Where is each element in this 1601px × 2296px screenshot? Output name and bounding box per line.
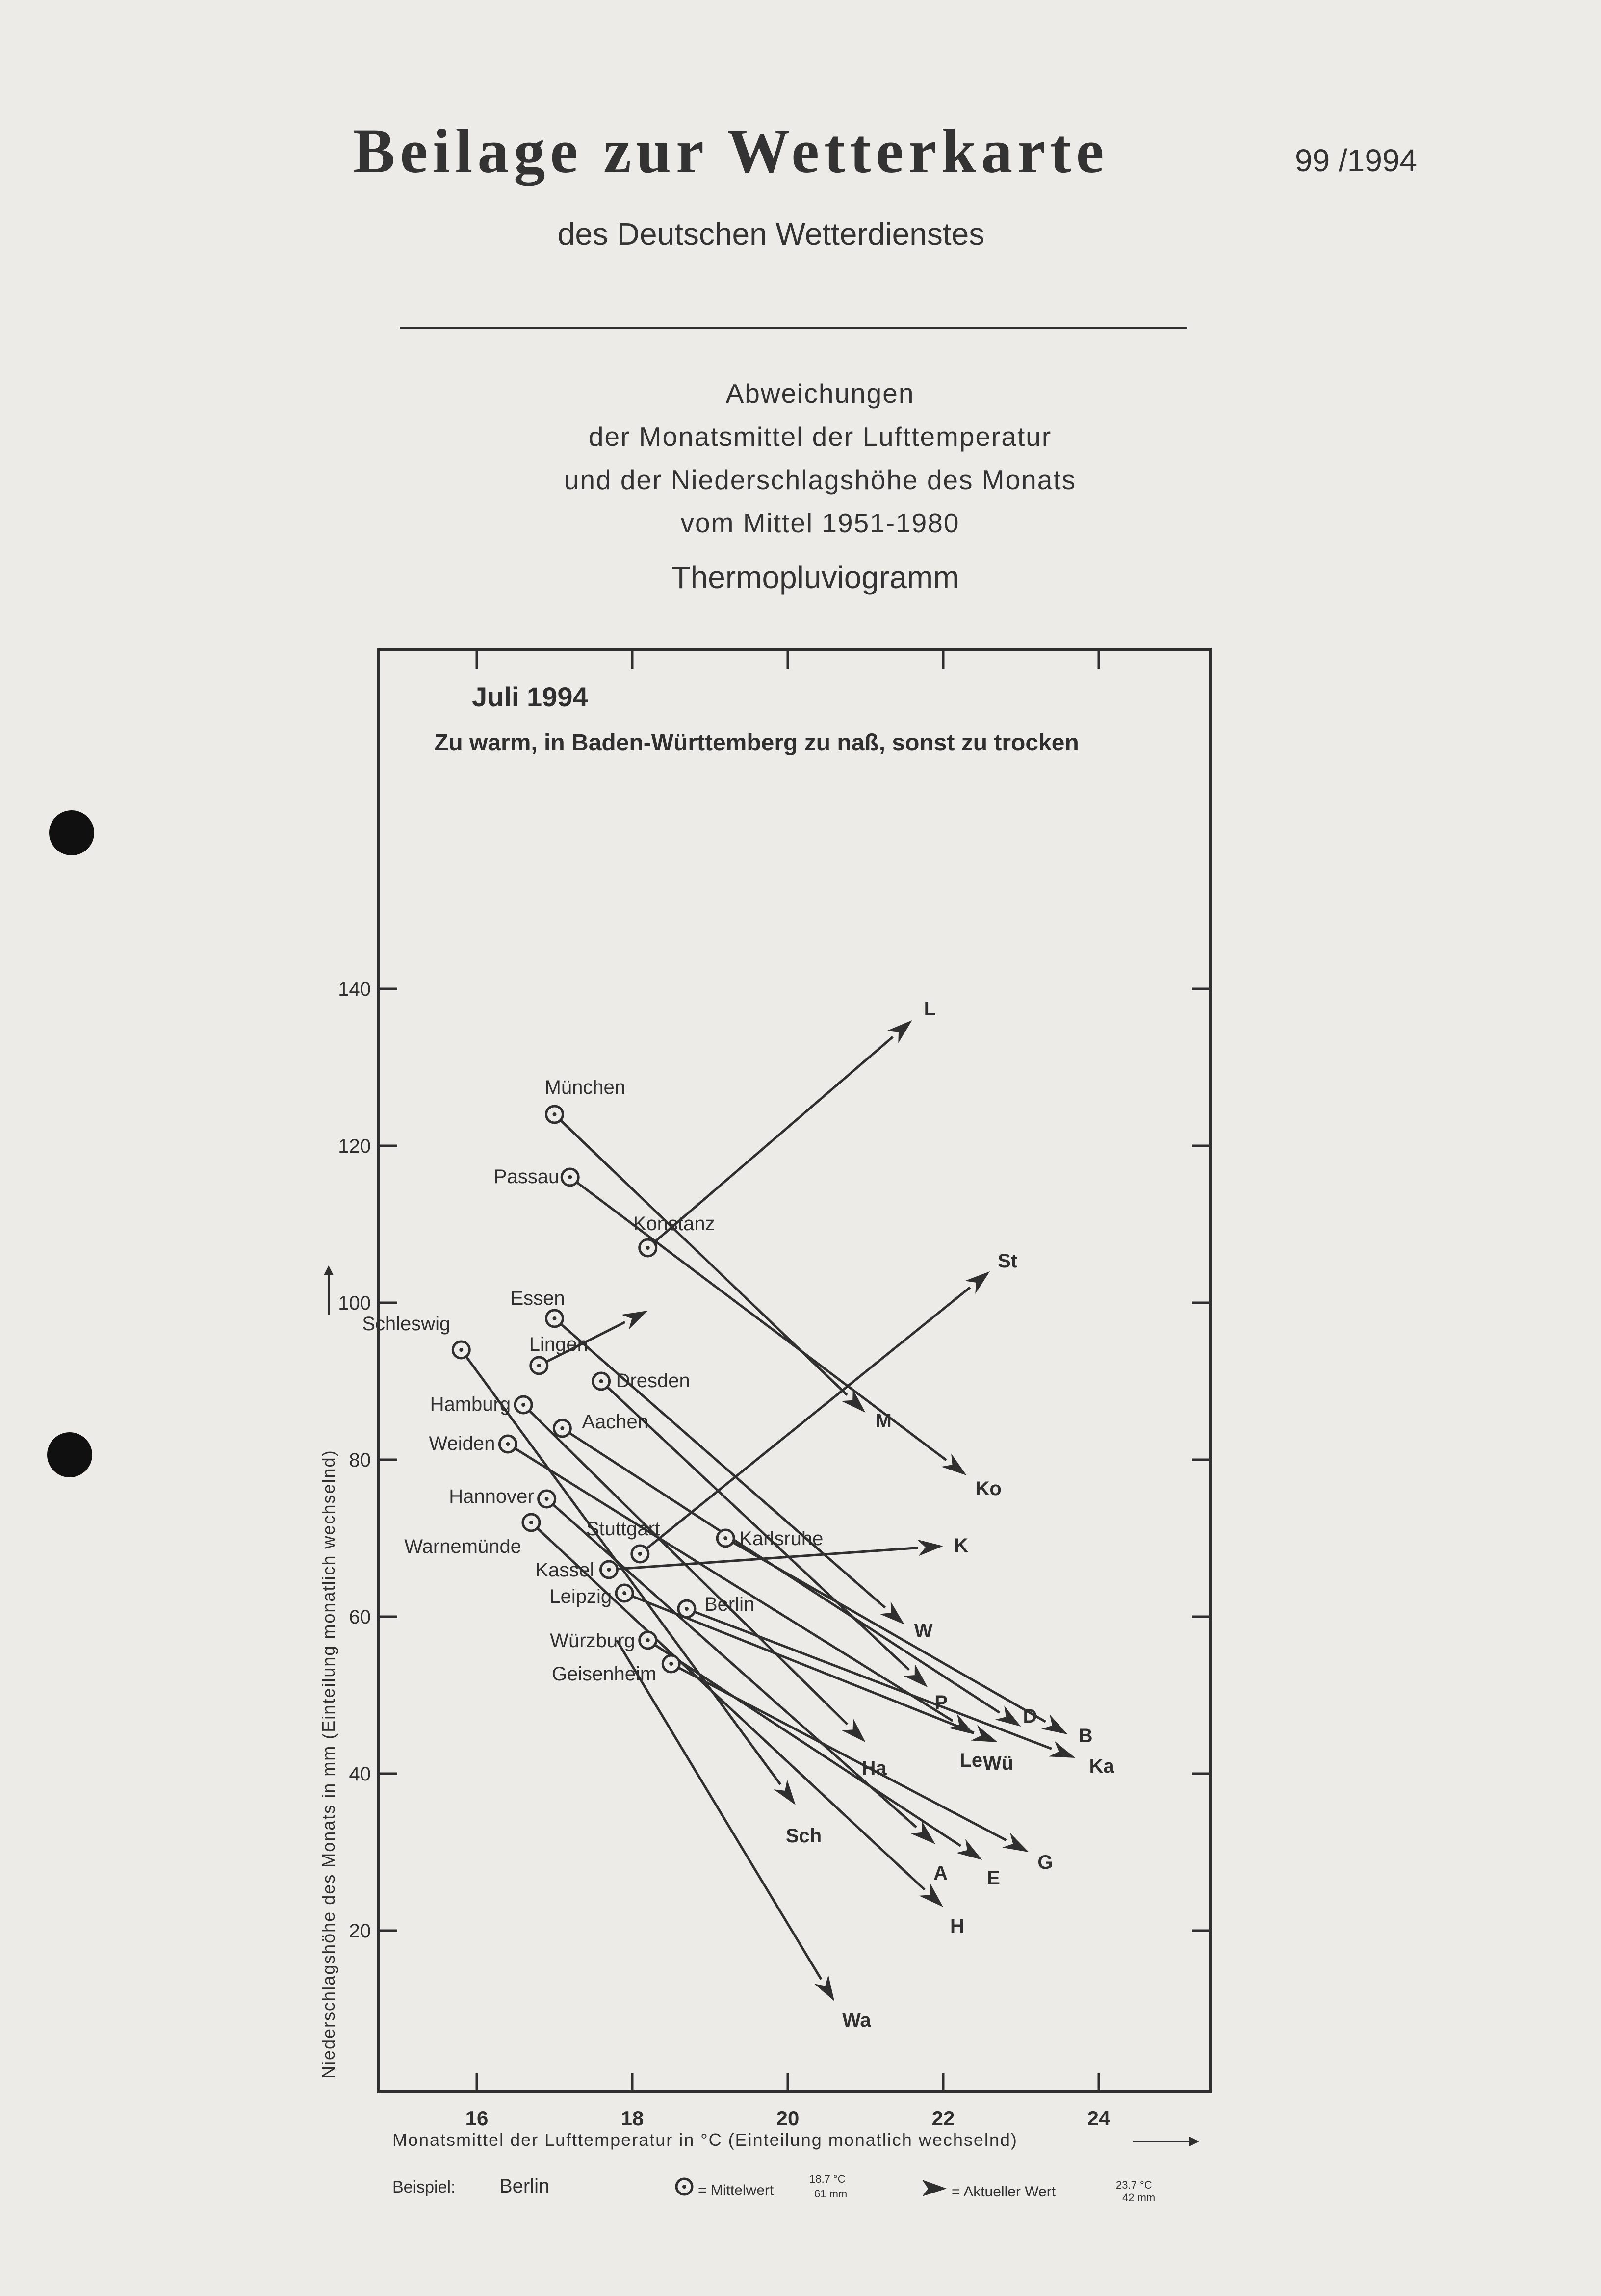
- mean-marker-dot-Weiden: [506, 1442, 510, 1446]
- station-label-Weiden: Weiden: [429, 1433, 495, 1454]
- actual-label-M: M: [875, 1410, 892, 1432]
- mean-marker-dot-Lingen: [537, 1364, 541, 1367]
- station-label-Schleswig: Schleswig: [362, 1313, 451, 1335]
- x-tick-label-24: 24: [1087, 2107, 1110, 2130]
- mean-marker-dot-München: [553, 1112, 557, 1116]
- station-label-Hamburg: Hamburg: [430, 1393, 511, 1415]
- mean-marker-dot-Karlsruhe: [723, 1536, 727, 1540]
- station-label-Aachen: Aachen: [582, 1411, 649, 1433]
- arrow-head-Ko: [941, 1453, 967, 1475]
- actual-label-A: A: [933, 1862, 948, 1884]
- arrow-head-Wa: [814, 1975, 834, 2001]
- actual-label-E: E: [987, 1867, 1000, 1889]
- mean-marker-dot-Warnemünde: [529, 1521, 533, 1524]
- legend-mean-symbol-dot: [682, 2185, 686, 2189]
- mean-marker-dot-Aachen: [560, 1426, 564, 1430]
- arrow-line-Ka: [695, 1612, 1052, 1749]
- station-label-Essen: Essen: [510, 1288, 565, 1309]
- station-label-München: München: [544, 1077, 626, 1098]
- chart-type-name: Thermopluviogramm: [671, 560, 959, 595]
- station-label-Passau: Passau: [493, 1166, 560, 1187]
- station-label-Dresden: Dresden: [616, 1370, 690, 1392]
- y-tick-label-120: 120: [338, 1135, 371, 1157]
- mean-marker-dot-Geisenheim: [669, 1662, 673, 1666]
- y-tick-label-40: 40: [349, 1763, 371, 1785]
- actual-label-K: K: [954, 1535, 968, 1556]
- mean-marker-dot-Stuttgart: [638, 1552, 642, 1556]
- issue-number: 99 /1994: [1295, 143, 1418, 178]
- y-tick-label-60: 60: [349, 1606, 371, 1628]
- actual-label-D: D: [1023, 1705, 1037, 1727]
- arrow-head-K: [917, 1540, 943, 1556]
- station-label-Lingen: Lingen: [529, 1334, 588, 1355]
- station-label-Leipzig: Leipzig: [549, 1586, 612, 1607]
- station-label-Konstanz: Konstanz: [633, 1213, 715, 1235]
- mean-marker-dot-Dresden: [599, 1379, 603, 1383]
- arrow-line-L: [654, 1037, 893, 1242]
- arrow-head-G: [1002, 1833, 1029, 1852]
- legend-actual-label: = Aktueller Wert: [952, 2184, 1056, 2200]
- page-subtitle: des Deutschen Wetterdienstes: [557, 216, 985, 252]
- actual-label-Wü: Wü: [982, 1753, 1014, 1774]
- desc-line-2: der Monatsmittel der Lufttemperatur: [588, 421, 1052, 452]
- actual-label-P: P: [934, 1692, 948, 1713]
- chart-subtitle: Zu warm, in Baden-Württemberg zu naß, sonst zu trocken: [434, 730, 1079, 756]
- arrow-head-Sch: [774, 1780, 796, 1805]
- x-tick-label-18: 18: [620, 2107, 644, 2130]
- actual-label-W: W: [914, 1620, 933, 1642]
- station-label-Hannover: Hannover: [449, 1486, 534, 1507]
- mean-marker-dot-Hannover: [545, 1497, 549, 1501]
- legend-example-label: Beispiel:: [392, 2178, 456, 2196]
- x-tick-label-20: 20: [776, 2107, 800, 2130]
- actual-label-H: H: [950, 1915, 964, 1937]
- y-tick-label-100: 100: [338, 1292, 371, 1314]
- station-label-Geisenheim: Geisenheim: [551, 1663, 657, 1685]
- arrow-head-B: [1041, 1714, 1068, 1734]
- mean-marker-dot-Passau: [568, 1175, 572, 1179]
- actual-label-Wa: Wa: [842, 2010, 871, 2031]
- legend-actual-symbol: [922, 2180, 947, 2196]
- legend-mean-label: = Mittelwert: [698, 2182, 774, 2198]
- arrow-head-E: [956, 1839, 982, 1860]
- actual-label-St: St: [998, 1250, 1018, 1272]
- arrow-head-D: [995, 1705, 1021, 1727]
- legend-actual-precip: 42 mm: [1122, 2192, 1156, 2204]
- desc-line-3: und der Niederschlagshöhe des Monats: [564, 464, 1077, 495]
- legend-mean-precip: 61 mm: [814, 2188, 848, 2200]
- mean-marker-dot-Hamburg: [521, 1403, 525, 1407]
- x-tick-label-22: 22: [931, 2107, 955, 2130]
- station-label-Kassel: Kassel: [535, 1559, 594, 1581]
- station-label-Stuttgart: Stuttgart: [586, 1518, 661, 1540]
- actual-label-Ha: Ha: [861, 1757, 887, 1779]
- station-label-Berlin: Berlin: [704, 1594, 755, 1615]
- legend-actual-temp: 23.7 °C: [1116, 2179, 1152, 2191]
- mean-marker-dot-Konstanz: [646, 1246, 650, 1250]
- actual-label-Ka: Ka: [1089, 1755, 1114, 1777]
- y-tick-label-20: 20: [349, 1920, 371, 1942]
- mean-marker-dot-Leipzig: [622, 1591, 626, 1595]
- actual-label-Sch: Sch: [785, 1825, 822, 1847]
- x-axis-label: Monatsmittel der Lufttemperatur in °C (Einteilung monatlich wechselnd): [392, 2130, 1018, 2150]
- actual-label-B: B: [1078, 1725, 1093, 1747]
- y-tick-label-80: 80: [349, 1449, 371, 1471]
- mean-marker-dot-Berlin: [685, 1607, 689, 1611]
- actual-label-Le: Le: [959, 1750, 983, 1771]
- desc-line-4: vom Mittel 1951-1980: [680, 508, 960, 538]
- legend-example-station: Berlin: [499, 2175, 550, 2197]
- actual-label-G: G: [1037, 1852, 1053, 1873]
- arrow-head-Lingen: [621, 1311, 648, 1330]
- station-label-Warnemünde: Warnemünde: [404, 1536, 521, 1557]
- station-label-Würzburg: Würzburg: [550, 1630, 635, 1651]
- chart-title: Juli 1994: [472, 681, 588, 712]
- arrow-head-Ka: [1049, 1741, 1076, 1758]
- x-tick-label-16: 16: [465, 2107, 489, 2130]
- actual-label-L: L: [924, 998, 936, 1020]
- actual-label-Ko: Ko: [975, 1478, 1002, 1499]
- plot-frame: [379, 650, 1211, 2092]
- mean-marker-dot-Schleswig: [459, 1348, 463, 1352]
- legend-mean-temp: 18.7 °C: [809, 2173, 846, 2185]
- y-tick-label-140: 140: [338, 979, 371, 1000]
- page-title: Beilage zur Wetterkarte: [353, 116, 1109, 186]
- desc-line-1: Abweichungen: [725, 378, 915, 409]
- arrow-line-K: [618, 1548, 918, 1569]
- y-axis-arrow-head: [324, 1265, 334, 1275]
- mean-marker-dot-Würzburg: [646, 1638, 650, 1642]
- arrow-line-B: [733, 1543, 1046, 1722]
- arrow-line-St: [647, 1288, 970, 1548]
- station-label-Karlsruhe: Karlsruhe: [739, 1528, 824, 1549]
- arrow-line-Wa: [617, 1640, 821, 1979]
- y-axis-label: Niederschlagshöhe des Monats in mm (Einteilung monatlich wechselnd): [318, 1449, 338, 2079]
- x-axis-arrow-head: [1189, 2137, 1199, 2146]
- arrow-head-St: [965, 1271, 990, 1294]
- mean-marker-dot-Kassel: [607, 1568, 611, 1572]
- mean-marker-dot-Essen: [553, 1316, 557, 1320]
